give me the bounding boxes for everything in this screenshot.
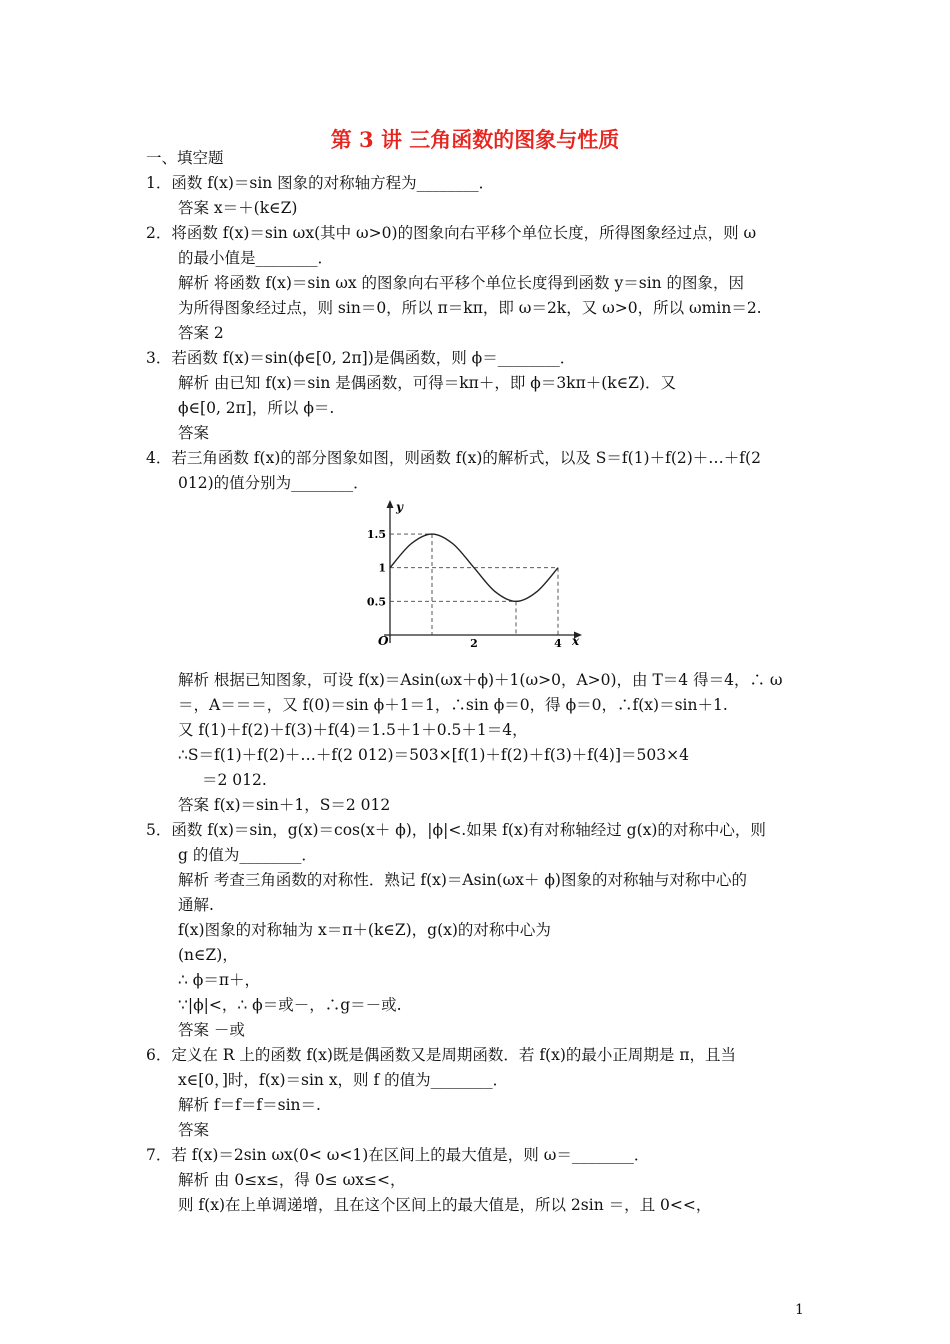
origin-label: O (378, 634, 389, 648)
question-2-cont: 的最小值是________． (178, 249, 334, 267)
answer-2: 答案 2 (178, 324, 224, 342)
analysis-5-conclusion: ∵|ϕ|<，∴ ϕ＝或－，∴g＝－或. (178, 996, 402, 1014)
y-axis-label: y (396, 500, 403, 514)
page-title: 第 3 讲 三角函数的图象与性质 (330, 127, 620, 152)
question-4-cont: 012)的值分别为________． (178, 474, 369, 492)
x-tick-label: 2 (470, 637, 478, 650)
analysis-5: 解析 考查三角函数的对称性．熟记 f(x)＝Asin(ωx＋ ϕ)图象的对称轴与对称中心的 (178, 871, 747, 889)
answer-5: 答案 －或 (178, 1021, 245, 1039)
analysis-3: 解析 由已知 f(x)＝sin 是偶函数，可得＝kπ＋，即 ϕ＝3kπ＋(k∈Z)．又 (178, 374, 676, 392)
analysis-5-axis: f(x)图象的对称轴为 x＝π＋(k∈Z)，g(x)的对称中心为 (178, 921, 551, 939)
answer-4: 答案 f(x)＝sin＋1，S＝2 012 (178, 796, 391, 814)
question-5-cont: g 的值为________． (178, 846, 317, 864)
analysis-4-cont: ＝，A＝＝＝，又 f(0)＝sin ϕ＋1＝1，∴sin ϕ＝0，得 ϕ＝0，∴f(x)＝sin＋1. (178, 696, 728, 714)
analysis-7: 解析 由 0≤x≤，得 0≤ ωx≤<， (178, 1171, 406, 1189)
analysis-4-sum: 又 f(1)＋f(2)＋f(3)＋f(4)＝1.5＋1＋0.5＋1＝4， (178, 721, 528, 739)
question-5: 5．函数 f(x)＝sin，g(x)＝cos(x＋ ϕ)，|ϕ|<.如果 f(x)有对称轴经过 g(x)的对称中心，则 (146, 821, 766, 839)
question-4: 4．若三角函数 f(x)的部分图象如图，则函数 f(x)的解析式，以及 S＝f(1)＋f(2)＋…＋f(2 (146, 449, 761, 467)
question-7: 7．若 f(x)＝2sin ωx(0< ω<1)在区间上的最大值是，则 ω＝________． (146, 1146, 650, 1164)
analysis-6: 解析 f＝f＝f＝sin＝. (178, 1096, 321, 1114)
function-graph (360, 495, 590, 650)
answer-6: 答案 (178, 1121, 210, 1139)
page-number: 1 (795, 1302, 804, 1318)
y-axis-arrow (387, 500, 394, 508)
question-2: 2．将函数 f(x)＝sin ωx(其中 ω>0)的图象向右平移个单位长度，所得图象经过点，则 ω (146, 224, 757, 242)
analysis-3-cont: ϕ∈[0, 2π]，所以 ϕ＝. (178, 399, 335, 417)
analysis-7-cont: 则 f(x)在上单调递增，且在这个区间上的最大值是，所以 2sin ＝，且 0<<， (178, 1196, 712, 1214)
analysis-5-center: (n∈Z)， (178, 946, 238, 964)
x-axis-label: x (572, 634, 580, 648)
answer-3: 答案 (178, 424, 210, 442)
analysis-5-phi: ∴ ϕ＝π＋， (178, 971, 261, 989)
analysis-4-total: ∴S＝f(1)＋f(2)＋…＋f(2 012)＝503×[f(1)＋f(2)＋f(3)＋f(4)]＝503×4 (178, 746, 689, 764)
analysis-5-cont: 通解. (178, 896, 214, 914)
analysis-2: 解析 将函数 f(x)＝sin ωx 的图象向右平移个单位长度得到函数 y＝sin 的图象，因 (178, 274, 745, 292)
analysis-2-cont: 为所得图象经过点，则 sin＝0，所以 π＝kπ，即 ω＝2k，又 ω>0，所以 ωmin＝2. (178, 299, 762, 317)
y-tick-label: 1.5 (366, 528, 386, 542)
question-3: 3．若函数 f(x)＝sin(ϕ∈[0, 2π])是偶函数，则 ϕ＝________． (146, 349, 576, 367)
question-1: 1．函数 f(x)＝sin 图象的对称轴方程为________． (146, 174, 495, 192)
y-tick-label: 0.5 (366, 595, 386, 609)
y-tick-label: 1 (378, 561, 386, 575)
question-6: 6．定义在 R 上的函数 f(x)既是偶函数又是周期函数．若 f(x)的最小正周期是 π，且当 (146, 1046, 737, 1064)
answer-1: 答案 x＝＋(k∈Z) (178, 199, 298, 217)
analysis-4-result: ＝2 012. (202, 771, 267, 789)
x-tick-label: 4 (554, 637, 562, 650)
question-6-cont: x∈[0，]时，f(x)＝sin x，则 f 的值为________． (178, 1071, 509, 1089)
analysis-4: 解析 根据已知图象，可设 f(x)＝Asin(ωx＋ϕ)＋1(ω>0，A>0)，由 T＝4 得＝4，∴ ω (178, 671, 783, 689)
section-heading: 一、填空题 (146, 149, 224, 167)
